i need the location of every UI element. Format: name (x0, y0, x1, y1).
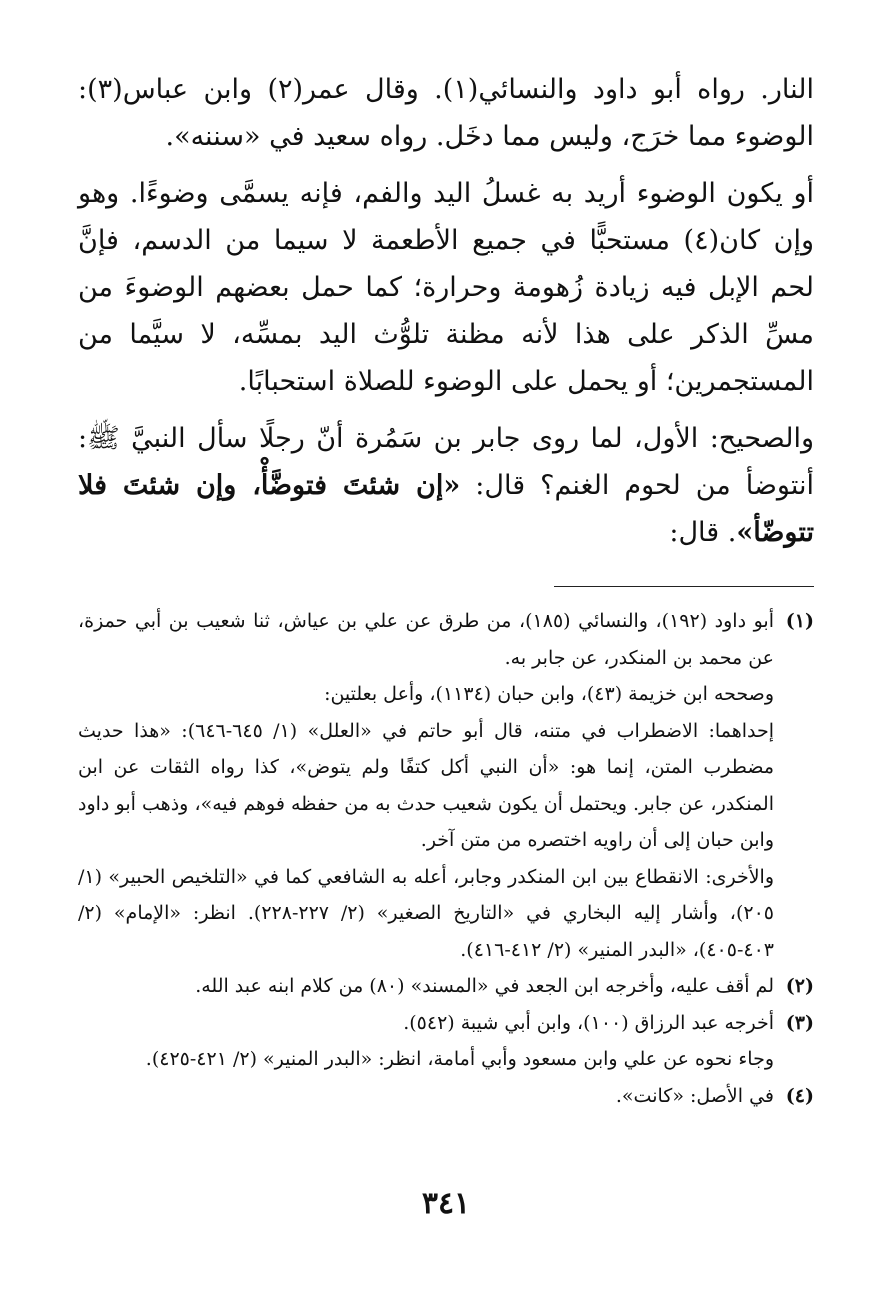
footnote-3-line-2: وجاء نحوه عن علي وابن مسعود وأبي أمامة، انظر: «البدر المنير» (٢/ ٤٢١-٤٢٥). (145, 1048, 774, 1070)
footnote-1-line-3: إحداهما: الاضطراب في متنه، قال أبو حاتم في «العلل» (١/ ٦٤٥-٦٤٦): «هذا حديث مضطرب المتن، إنما هو: «أن النبي أكل كتفًا ولم يتوض»، كذا رواه الثقات عن ابن المنكدر، عن جابر. ويحتمل أن يكون شعيب حدث به من حفظه فوهم فيه»، وذهب أبو داود وابن حبان إلى أن راويه اختصره من متن آخر. (78, 719, 774, 851)
footnote-3-text: أخرجه عبد الرزاق (١٠٠)، وابن أبي شيبة (٥٤٢). (403, 1011, 774, 1034)
footnote-3-number: (٣) (785, 1011, 814, 1034)
footnote-2-text: لم أقف عليه، وأخرجه ابن الجعد في «المسند» (٨٠) من كلام ابنه عبد الله. (195, 975, 774, 997)
footnote-4-number: (٤) (785, 1084, 814, 1107)
footnote-1-text: أبو داود (١٩٢)، والنسائي (١٨٥)، من طرق عن علي بن عياش، ثنا شعيب بن أبي حمزة، عن محمد بن المنكدر، عن جابر به. (78, 610, 774, 669)
footnote-1 (78, 603, 814, 676)
footnote-1-line-4: والأخرى: الانقطاع بين ابن المنكدر وجابر، أعله به الشافعي كما في «التلخيص الحبير» (١/ ٢٠٥)، وأشار إليه البخاري في «التاريخ الصغير» (٢/ ٢٢٧-٢٢٨). انظر: «الإمام» (٢/ ٤٠٣-٤٠٥)، «البدر المنير» (٢/ ٤١٢-٤١٦). (78, 865, 774, 961)
hadith-quote: «إن شئتَ فتوضَّأْ، وإن شئتَ فلا تتوضّأ» (78, 470, 814, 548)
footnote-1-number: (١) (785, 610, 814, 632)
paragraph-3 (78, 415, 814, 556)
footnote-4-text: في الأصل: «كانت». (615, 1084, 774, 1107)
footnote-2-number: (٢) (785, 975, 814, 997)
footnotes (78, 603, 814, 1114)
paragraph-1 (78, 66, 814, 160)
footnote-1-line-2: وصححه ابن خزيمة (٤٣)، وابن حبان (١١٣٤)، وأعل بعلتين: (324, 683, 774, 705)
paragraph-1-text: النار. رواه أبو داود والنسائي(١). وقال عمر(٢) وابن عباس(٣): الوضوء مما خرَج، وليس مما دخَل. رواه سعيد في «سننه». (78, 74, 814, 152)
paragraph-2-text: أو يكون الوضوء أريد به غسلُ اليد والفم، فإنه يسمَّى وضوءًا. وهو وإن كان(٤) مستحبًّا في جميع الأطعمة لا سيما من الدسم، فإنَّ لحم الإبل فيه زيادة زُهومة وحرارة؛ كما حمل بعضهم الوضوءَ من مسِّ الذكر على هذا لأنه مظنة تلوُّث اليد بمسِّه، لا سيَّما من المستجمرين؛ أو يحمل على الوضوء للصلاة استحبابًا. (78, 178, 814, 397)
paragraph-2 (78, 170, 814, 405)
paragraph-3-tail: . قال: (669, 517, 737, 548)
main-text (78, 66, 814, 556)
footnote-2 (78, 968, 814, 1005)
paragraph-3-text: والصحيح: الأول، لما روى جابر بن سَمُرة أنّ رجلًا سأل النبيَّ ﷺ: أنتوضأ من لحوم الغنم؟ قال: (78, 423, 814, 501)
footnote-divider (554, 586, 814, 587)
footnote-3 (78, 1005, 814, 1042)
footnote-4 (78, 1078, 814, 1115)
page-number: ٣٤١ (421, 1186, 471, 1221)
